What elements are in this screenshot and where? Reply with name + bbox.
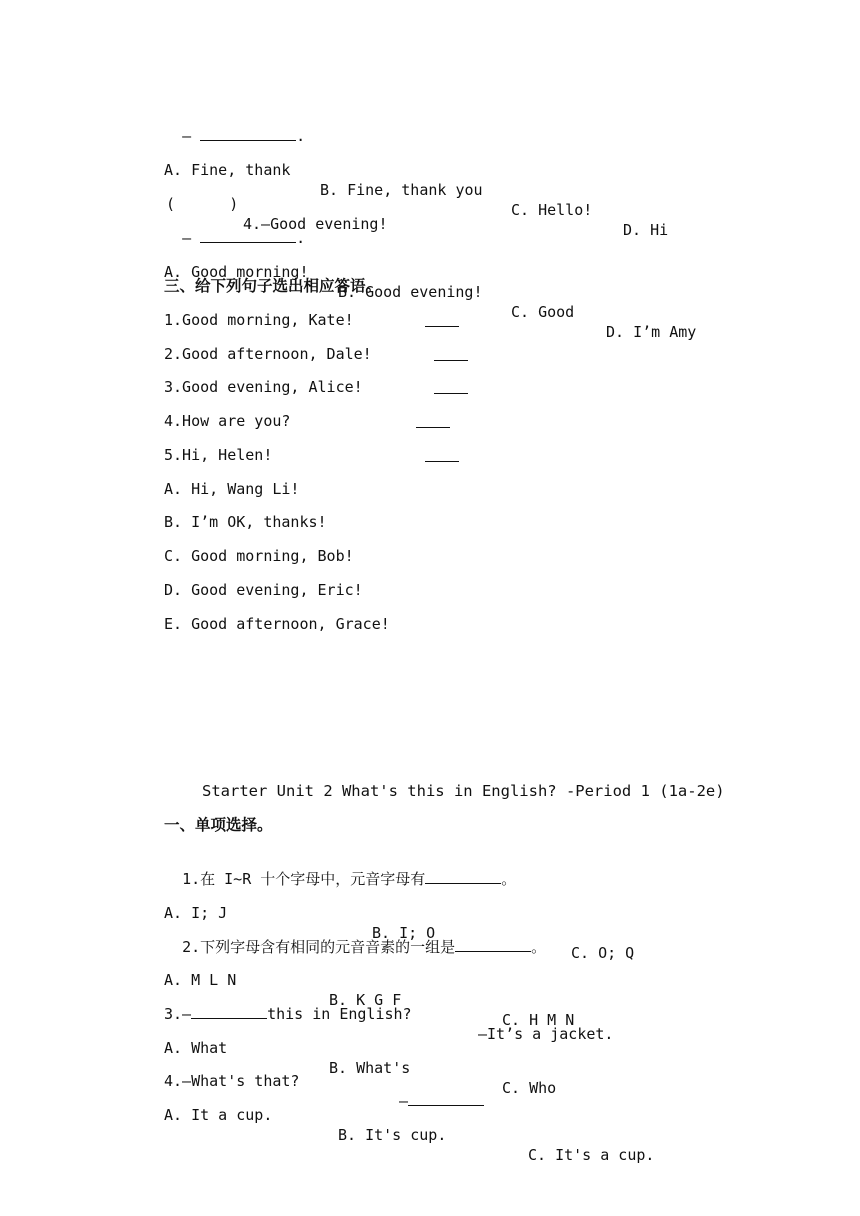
answer-blank[interactable] bbox=[425, 447, 459, 462]
answer-blank[interactable] bbox=[425, 869, 501, 884]
option-b: B. It's cup. bbox=[338, 1126, 447, 1144]
q4-options bbox=[0, 242, 860, 342]
answer-blank[interactable] bbox=[200, 126, 296, 141]
option-b: B. I; O bbox=[372, 924, 436, 942]
answer-blank[interactable] bbox=[200, 228, 296, 243]
option-c: C. Who bbox=[502, 1079, 557, 1097]
answer-option: C. Good morning, Bob! bbox=[164, 547, 354, 565]
question-2: 2.下列字母含有相同的元音音素的一组是 。 bbox=[182, 938, 547, 956]
question-1: 1.在 I~R 十个字母中，元音字母有 。 bbox=[182, 870, 517, 888]
answer-blank[interactable] bbox=[416, 413, 450, 428]
section-heading: 三、给下列句子选出相应答语。 bbox=[164, 277, 382, 295]
question-4: 4.—What's that? — bbox=[0, 1051, 860, 1111]
option-c: C. O; Q bbox=[571, 944, 635, 962]
list-item: 5.Hi, Helen! bbox=[164, 446, 273, 464]
option-d: D. Hi bbox=[623, 221, 669, 239]
answer-option: B. I’m OK, thanks! bbox=[164, 513, 327, 531]
option-c: C. H M N bbox=[502, 1011, 575, 1029]
question-3-reply: —It’s a jacket. bbox=[478, 1025, 614, 1043]
q4-reply-line: — . bbox=[182, 229, 306, 247]
question-3: 3.— this in English? —It’s a jacket. bbox=[164, 1005, 614, 1043]
answer-blank[interactable] bbox=[425, 312, 459, 327]
q4-stem: 4.—Good evening! bbox=[243, 215, 388, 233]
answer-blank[interactable] bbox=[434, 379, 468, 394]
option-b: B. Good evening! bbox=[338, 283, 483, 301]
option-c: C. It's a cup. bbox=[528, 1146, 655, 1164]
option-a: A. M L N bbox=[164, 971, 237, 989]
option-a: A. Good morning! bbox=[164, 263, 309, 281]
list-item: 2.Good afternoon, Dale! bbox=[164, 345, 372, 363]
answer-option: E. Good afternoon, Grace! bbox=[164, 615, 390, 633]
option-b: B. K G F bbox=[329, 991, 402, 1009]
answer-paren[interactable]: ( ) bbox=[166, 195, 239, 213]
section-heading: 一、单项选择。 bbox=[164, 816, 273, 834]
answer-option: D. Good evening, Eric! bbox=[164, 581, 363, 599]
list-item: 1.Good morning, Kate! bbox=[164, 311, 354, 329]
option-a: A. Fine, thank bbox=[164, 161, 291, 179]
option-d: D. I’m Amy bbox=[606, 323, 697, 341]
option-b: B. Fine, thank you bbox=[320, 181, 483, 199]
question-4-options bbox=[0, 1085, 860, 1165]
list-item: 3.Good evening, Alice! bbox=[164, 378, 363, 396]
q4-stem-line bbox=[0, 174, 860, 234]
unit-title: Starter Unit 2 What's this in English? -Period 1 (1a-2e) bbox=[202, 782, 725, 800]
option-a: A. I; J bbox=[164, 904, 228, 922]
option-a: A. It a cup. bbox=[164, 1106, 273, 1124]
answer-blank[interactable] bbox=[434, 346, 468, 361]
list-item: 4.How are you? bbox=[164, 412, 291, 430]
answer-blank[interactable] bbox=[191, 1004, 267, 1019]
answer-option: A. Hi, Wang Li! bbox=[164, 480, 300, 498]
option-b: B. What's bbox=[329, 1059, 411, 1077]
option-c: C. Good bbox=[511, 303, 575, 321]
q3-reply-line: — . bbox=[182, 127, 306, 145]
option-c: C. Hello! bbox=[511, 201, 593, 219]
option-a: A. What bbox=[164, 1039, 228, 1057]
